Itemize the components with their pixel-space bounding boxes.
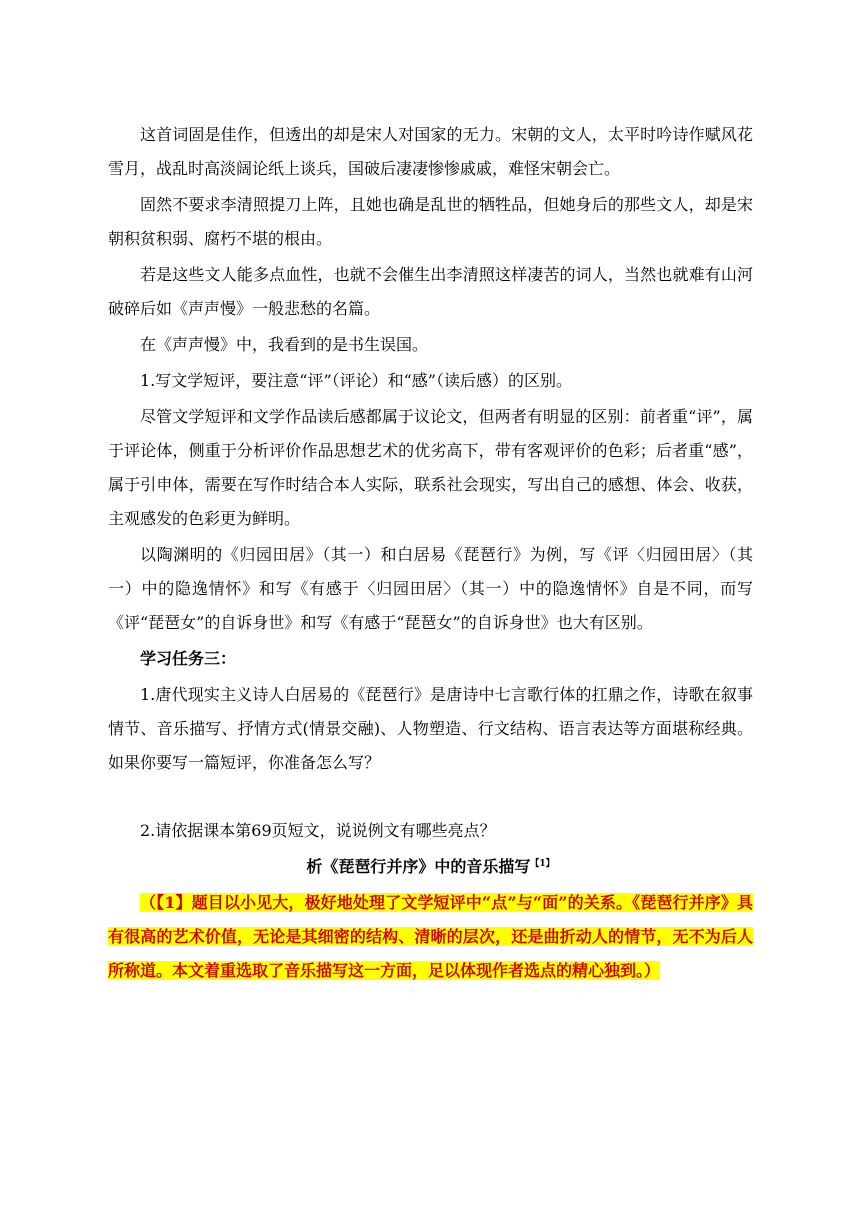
paragraph-2: 固然不要求李清照提刀上阵，且她也确是乱世的牺牲品，但她身后的那些文人，却是宋朝积贫积弱、腐朽不堪的根由。 <box>108 195 753 248</box>
task-question-2: 2.请依据课本第69页短文，说说例文有哪些亮点？ <box>140 821 496 840</box>
paragraph-7: 以陶渊明的《归园田居》（其一）和白居易《琵琶行》为例，写《评〈归园田居〉（其一）中的隐逸情怀》和写《有感于〈归园田居〉（其一）中的隐逸情怀》自是不同，而写《评“琵琶女”的自诉身世》和写《有感于“琵琶女”的自诉身世》也大有区别。 <box>108 545 753 632</box>
essay-title-text: 析《琵琶行并序》中的音乐描写 <box>306 857 531 876</box>
footnote-mark: 【1】 <box>530 859 555 869</box>
annotation-note <box>108 886 753 988</box>
paragraph-4: 在《声声慢》中，我看到的是书生误国。 <box>140 335 429 354</box>
annotation-highlight: （【1】题目以小见大，极好地处理了文学短评中“点”与“面”的关系。《琵琶行并序》具有很高的艺术价值，无论是其细密的结构、清晰的层次，还是曲折动人的情节，无不为后人所称道。本文着重选取了音乐描写这一方面，足以体现作者选点的精心独到。） <box>108 893 753 980</box>
document-body <box>108 118 753 988</box>
paragraph-3: 若是这些文人能多点血性，也就不会催生出李清照这样凄苦的词人，当然也就难有山河破碎后如《声声慢》一般悲愁的名篇。 <box>108 265 753 318</box>
task-heading: 学习任务三： <box>140 649 237 668</box>
paragraph-1: 这首词固是佳作，但透出的却是宋人对国家的无力。宋朝的文人，太平时吟诗作赋风花雪月，战乱时高淡阔论纸上谈兵，国破后凄凄惨惨戚戚，难怪宋朝会亡。 <box>108 125 753 178</box>
essay-title <box>108 850 753 884</box>
paragraph-5: 1.写文学短评，要注意“评”（评论）和“感”（读后感）的区别。 <box>140 371 572 390</box>
paragraph-6: 尽管文学短评和文学作品读后感都属于议论文，但两者有明显的区别：前者重“评”，属于评论体，侧重于分析评价作品思想艺术的优劣高下，带有客观评价的色彩；后者重“感”，属于引申体，需要在写作时结合本人实际，联系社会现实，写出自己的感想、体会、收获， 主观感发的色彩更为鲜明。 <box>108 407 753 528</box>
task-question-1: 1.唐代现实主义诗人白居易的《琵琶行》是唐诗中七言歌行体的扛鼎之作，诗歌在叙事情节、音乐描写、抒情方式(情景交融)、人物塑造、行文结构、语言表达等方面堪称经典。如果你要写一篇短评，你准备怎么写？ <box>108 685 753 772</box>
blank-line <box>108 780 753 814</box>
